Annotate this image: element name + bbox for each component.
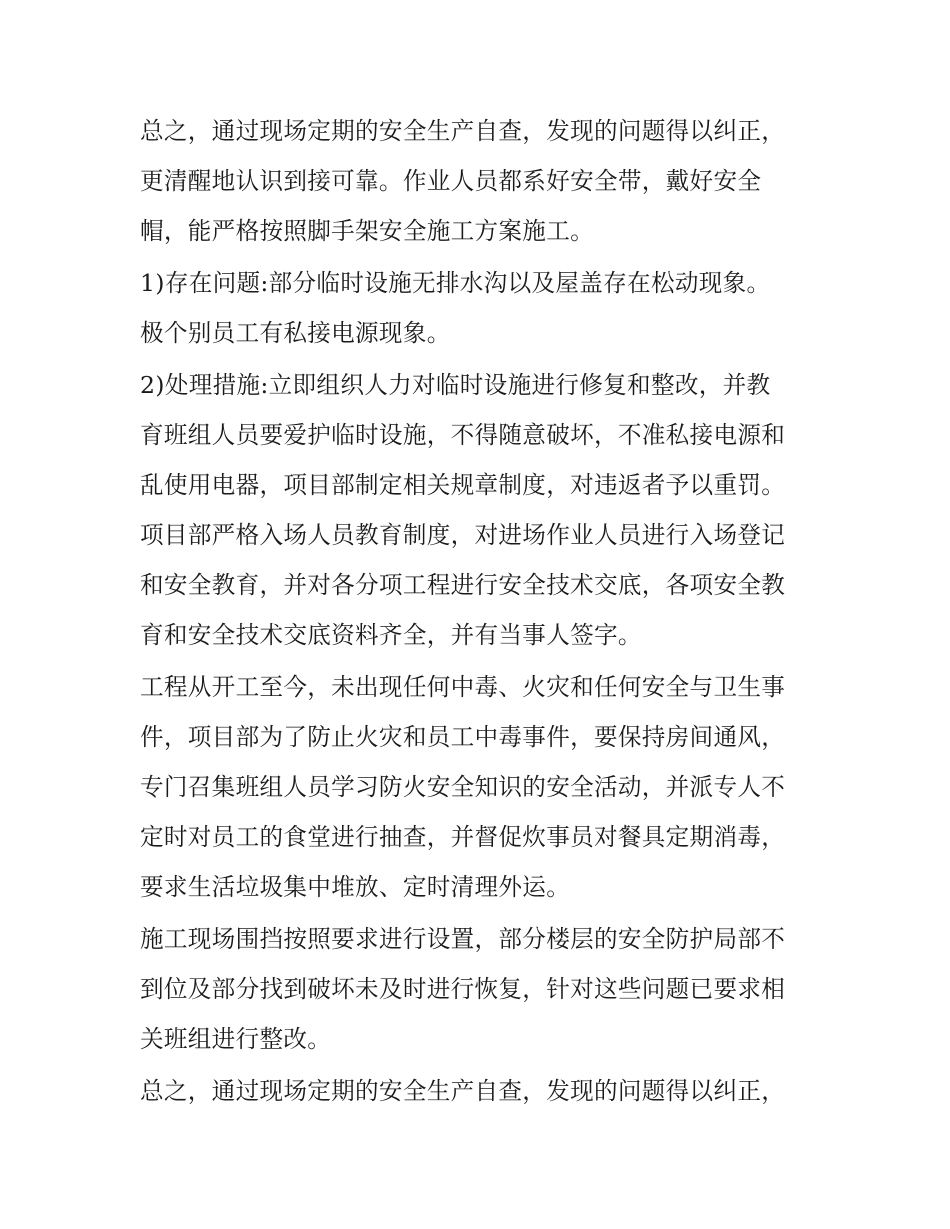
text-line: 和安全教育，并对各分项工程进行安全技术交底，各项安全教 xyxy=(140,571,786,599)
text-line: 育和安全技术交底资料齐全，并有当事人签字。 xyxy=(140,621,642,649)
text-line: 要求生活垃圾集中堆放、定时清理外运。 xyxy=(140,873,571,901)
text-line: 总之，通过现场定期的安全生产自查，发现的问题得以纠正， xyxy=(140,117,786,145)
text-line: 专门召集班组人员学习防火安全知识的安全活动，并派专人不 xyxy=(140,773,786,801)
text-line: 总之，通过现场定期的安全生产自查，发现的问题得以纠正， xyxy=(140,1077,786,1105)
text-line: 件，项目部为了防止火灾和员工中毒事件，要保持房间通风， xyxy=(140,723,786,751)
paragraph-handling-measures xyxy=(140,360,820,660)
text-line: 到位及部分找到破坏未及时进行恢复，针对这些问题已要求相 xyxy=(140,975,786,1003)
text-line: 施工现场围挡按照要求进行设置，部分楼层的安全防护局部不 xyxy=(140,925,786,953)
paragraph-safety-record xyxy=(140,662,820,912)
paragraph-summary-repeat xyxy=(140,1066,820,1116)
paragraph-summary xyxy=(140,106,820,256)
text-line: 育班组人员要爱护临时设施，不得随意破坏，不准私接电源和 xyxy=(140,421,786,449)
text-line: 帽，能严格按照脚手架安全施工方案施工。 xyxy=(140,217,594,245)
paragraph-site-enclosure xyxy=(140,914,820,1064)
text-line: 极个别员工有私接电源现象。 xyxy=(140,319,451,347)
paragraph-existing-problems xyxy=(140,258,820,358)
text-line: 工程从开工至今，未出现任何中毒、火灾和任何安全与卫生事 xyxy=(140,673,786,701)
text-line: 项目部严格入场人员教育制度，对进场作业人员进行入场登记 xyxy=(140,521,786,549)
text-line: 1)存在问题:部分临时设施无排水沟以及屋盖存在松动现象。 xyxy=(140,269,771,297)
document-body xyxy=(140,106,820,1116)
text-line: 2)处理措施:立即组织人力对临时设施进行修复和整改，并教 xyxy=(140,371,771,399)
text-line: 定时对员工的食堂进行抽查，并督促炊事员对餐具定期消毒， xyxy=(140,823,786,851)
text-line: 更清醒地认识到接可靠。作业人员都系好安全带，戴好安全 xyxy=(140,167,762,195)
text-line: 关班组进行整改。 xyxy=(140,1025,332,1053)
text-line: 乱使用电器，项目部制定相关规章制度，对违返者予以重罚。 xyxy=(140,471,786,499)
